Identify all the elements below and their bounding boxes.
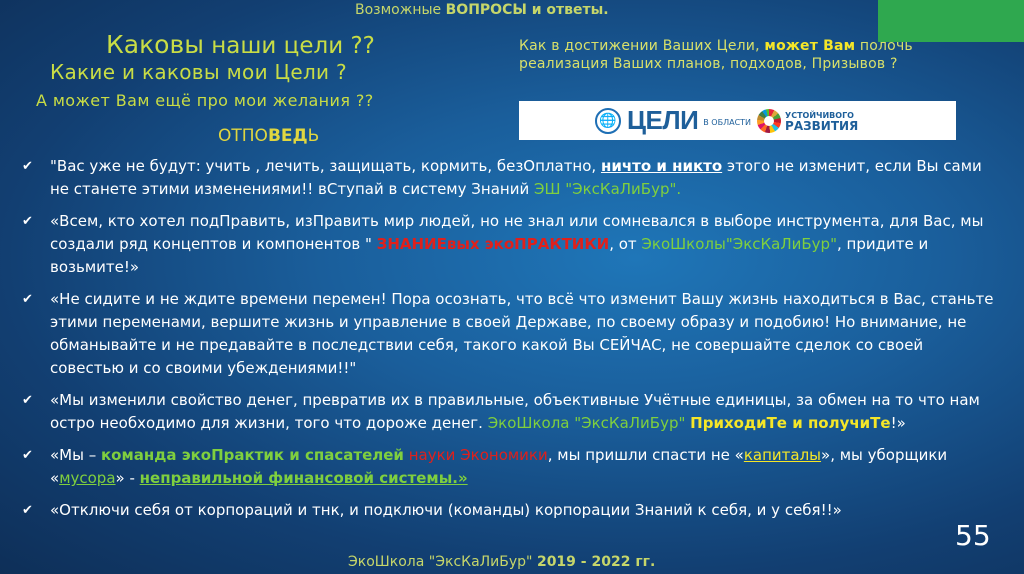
question-3: А может Вам ещё про мои желания ?? xyxy=(36,91,374,110)
list-item: ✔ «Мы – команда экоПрактик и спасателей науки Экономики, мы пришли спасти не «капиталы», мы уборщики «мусора» - неправильной финансовой системы.» xyxy=(22,446,948,487)
checkmark-icon: ✔ xyxy=(22,448,33,463)
footer: ЭкоШкола "ЭксКаЛиБур" 2019 - 2022 гг. xyxy=(348,554,656,570)
sdg-banner xyxy=(519,101,956,140)
question-1: Каковы наши цели ?? xyxy=(106,30,375,59)
banner-sdg-text: УСТОЙЧИВОГО РАЗВИТИЯ xyxy=(785,110,859,133)
slide-header: Возможные ВОПРОСЫ и ответы. xyxy=(355,2,609,18)
question-2: Какие и каковы мои Цели ? xyxy=(50,60,347,84)
list-item: ✔ «Всем, кто хотел подПравить, изПравить мир людей, но не знал или сомневался в выборе инструмента, для Вас, мы создали ряд концептов и компонентов " ЗНАНИЕвых экоПРАКТИКИ, от ЭкоШколы"ЭксКаЛиБур", придите и возьмите!» xyxy=(22,212,984,276)
list-item: ✔ «Мы изменили свойство денег, превратив их в правильные, объективные Учётные единицы, за обмен на то что нам остро необходимо для жизни, того что дороже денег. ЭкоШкола "ЭксКаЛиБур" ПриходиТе и получиТе!» xyxy=(22,391,980,432)
sdg-wheel-icon xyxy=(757,109,781,133)
answer-heading: ОТПОВЕДЬ xyxy=(218,126,320,146)
banner-small-text: В ОБЛАСТИ xyxy=(703,118,752,127)
page-number: 55 xyxy=(955,519,991,552)
checkmark-icon: ✔ xyxy=(22,292,33,307)
statements-list xyxy=(22,155,997,531)
corner-accent-bar xyxy=(878,0,1024,42)
banner-celi: ЦЕЛИ xyxy=(627,105,699,135)
list-item: ✔ "Вас уже не будут: учить , лечить, защищать, кормить, безОплатно, ничто и никто этого не изменит, если Вы сами не станете этими изменениями!! вСтупай в систему Знаний ЭШ "ЭксКаЛиБур". xyxy=(22,157,982,198)
checkmark-icon: ✔ xyxy=(22,214,33,229)
list-item: ✔ «Не сидите и не ждите времени перемен! Пора осознать, что всё что изменит Вашу жизнь находиться в Вас, станьте этими переменами, вершите жизнь и управление в своей Державе, по своему образу и подобию! Но внимание, не обманывайте и не предавайте в последствии себя, такого какой Вы СЕЙЧАС, не совершайте сделок со своей совестью и со своими убеждениями!!" xyxy=(22,290,994,377)
un-emblem-icon: 🌐 xyxy=(595,108,621,134)
checkmark-icon: ✔ xyxy=(22,393,33,408)
checkmark-icon: ✔ xyxy=(22,503,33,518)
checkmark-icon: ✔ xyxy=(22,159,33,174)
right-question: Как в достижении Ваших Цели, может Вам полочь реализация Ваших планов, подходов, Призывов ? xyxy=(519,38,913,72)
list-item: ✔ «Отключи себя от корпораций и тнк, и подключи (команды) корпорации Знаний к себя, и у себя!!» xyxy=(22,499,997,522)
